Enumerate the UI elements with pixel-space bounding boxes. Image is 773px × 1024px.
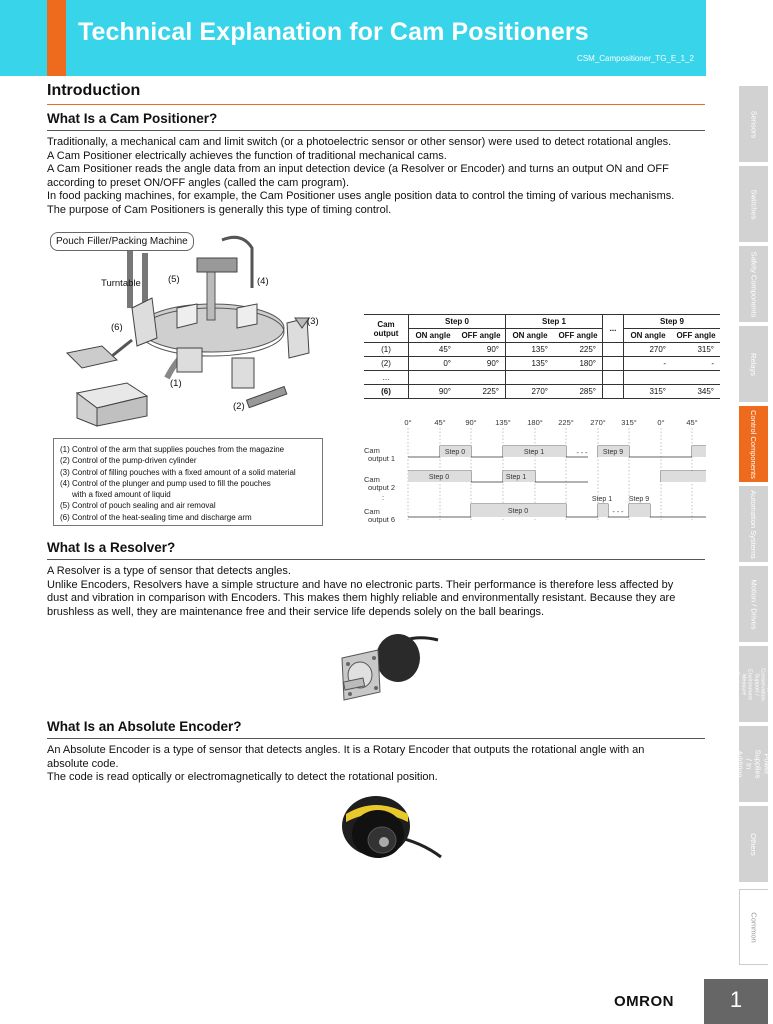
cam-paragraph xyxy=(47,136,707,217)
page-number-box xyxy=(704,979,768,1024)
tab-control-components[interactable] xyxy=(739,406,768,482)
callout-1: (1) xyxy=(170,378,182,389)
resolver-divider xyxy=(47,559,705,560)
encoder-line: The code is read optically or electromagnetically to detect the rotational position. xyxy=(47,771,438,783)
corner-header: Cam output xyxy=(364,315,409,343)
row-label: ... xyxy=(364,371,409,385)
cell: 45° xyxy=(409,343,458,357)
table-row xyxy=(364,343,720,357)
header-accent-bar xyxy=(47,0,66,76)
step1-header: Step 1 xyxy=(506,315,603,329)
tab-label: Automation Systems xyxy=(749,489,758,559)
row-label: (2) xyxy=(364,357,409,371)
angle-tick-315: 315° xyxy=(621,418,637,427)
timing-chart xyxy=(360,416,710,533)
intro-divider xyxy=(47,104,705,105)
o6-step0: Step 0 xyxy=(507,508,529,515)
cell xyxy=(624,371,673,385)
document-code: CSM_Campositioner_TG_E_1_2 xyxy=(577,54,694,63)
page-number: 1 xyxy=(729,987,743,1012)
cell: 225° xyxy=(554,343,603,357)
resolver-image xyxy=(330,628,440,708)
legend-item: (4) Control of the plunger and pump used to fill the pouches xyxy=(60,478,271,488)
figure-legend xyxy=(53,438,323,526)
resolver-heading: What Is a Resolver? xyxy=(47,540,176,555)
tab-label: Control Components xyxy=(749,409,759,479)
cam-line: according to preset ON/OFF angles (called the cam program). xyxy=(47,176,350,189)
header-banner xyxy=(0,0,706,76)
tab-automation-systems[interactable] xyxy=(739,486,768,562)
cell: 270° xyxy=(506,385,555,399)
tab-switches[interactable] xyxy=(739,166,768,242)
cell: 225° xyxy=(457,385,506,399)
off-angle-header: OFF angle xyxy=(457,329,506,343)
on-angle-header: ON angle xyxy=(506,329,555,343)
legend-item: (5) Control of pouch sealing and air removal xyxy=(60,501,216,511)
turntable-label: Turntable xyxy=(101,278,141,289)
row-label: (6) xyxy=(364,385,409,399)
table-row xyxy=(364,357,720,371)
o6-dashes: - - - xyxy=(612,509,624,516)
cell xyxy=(554,371,603,385)
o1-step9: Step 9 xyxy=(602,449,624,456)
row6-label-a: Cam xyxy=(364,507,380,516)
table-subheader-row xyxy=(364,329,720,343)
callout-5: (5) xyxy=(168,274,180,285)
callout-2: (2) xyxy=(233,401,245,412)
cam-line: Traditionally, a mechanical cam and limit switch (or a photoelectric sensor or other sensor) were used to detect rotational angles. xyxy=(47,136,672,148)
legend-item: (1) Control of the arm that supplies pouches from the magazine xyxy=(60,445,285,454)
angle-tick-0b: 0° xyxy=(657,418,665,427)
angle-tick-270: 270° xyxy=(590,418,606,427)
tab-relays[interactable] xyxy=(739,326,768,402)
machine-drawing xyxy=(47,228,337,428)
cam-heading: What Is a Cam Positioner? xyxy=(47,111,218,126)
encoder-paragraph xyxy=(47,744,707,785)
table-row xyxy=(364,385,720,399)
cam-line: The purpose of Cam Positioners is generally this type of timing control. xyxy=(47,203,392,216)
cell: 135° xyxy=(506,357,555,371)
cell: 180° xyxy=(554,357,603,371)
cell xyxy=(603,385,624,399)
omron-logo: OMRON xyxy=(614,993,674,1010)
o6-step9: Step 9 xyxy=(628,496,650,503)
ellipsis-header: ... xyxy=(603,315,624,343)
encoder-divider xyxy=(47,738,705,739)
legend-item: (6) Control of the heat-sealing time and discharge arm xyxy=(60,512,252,522)
on-angle-header: ON angle xyxy=(409,329,458,343)
angle-tick-45b: 45° xyxy=(686,418,698,427)
row-label: (1) xyxy=(364,343,409,357)
legend-item: (3) Control of filling pouches with a fixed amount of a solid material xyxy=(60,467,296,477)
cell: 135° xyxy=(506,343,555,357)
cell: 0° xyxy=(409,357,458,371)
resolver-paragraph xyxy=(47,565,707,619)
legend-item: with a fixed amount of liquid xyxy=(72,490,171,500)
step9-header: Step 9 xyxy=(624,315,721,329)
tab-sensors[interactable] xyxy=(739,86,768,162)
tab-safety-components[interactable] xyxy=(739,246,768,322)
cam-divider xyxy=(47,130,705,131)
row2-label-b: output 2 xyxy=(368,483,396,492)
cell: 270° xyxy=(624,343,673,357)
table-header-row xyxy=(364,315,720,329)
cell: 90° xyxy=(409,385,458,399)
encoder-heading: What Is an Absolute Encoder? xyxy=(47,719,242,734)
cam-program-table xyxy=(364,314,720,399)
angle-tick-45: 45° xyxy=(434,418,446,427)
off-angle-header: OFF angle xyxy=(554,329,603,343)
resolver-line: dust and vibration in comparison with Encoders. This makes them highly reliable and environmentally resistant. Because they are xyxy=(47,592,676,604)
cell: 90° xyxy=(457,343,506,357)
cell: 345° xyxy=(672,385,720,399)
legend-item: (2) Control of the pump-driven cylinder xyxy=(60,456,197,466)
packing-machine-illustration xyxy=(47,228,337,428)
tab-others[interactable] xyxy=(739,806,768,882)
cell xyxy=(409,371,458,385)
tab-label: Relays xyxy=(749,352,758,376)
o6-step1: Step 1 xyxy=(591,496,613,503)
row-vdots: : xyxy=(382,493,385,502)
o1-dashes: - - - xyxy=(576,450,588,457)
intro-heading: Introduction xyxy=(47,82,141,99)
callout-4: (4) xyxy=(257,276,269,287)
callout-6: (6) xyxy=(111,322,123,333)
cam-line: A Cam Positioner electrically achieves the function of traditional mechanical cams. xyxy=(47,149,447,162)
cam-line: A Cam Positioner reads the angle data from an input detection device (a Resolver or Encoder) and turns an output ON and OFF xyxy=(47,163,669,175)
tab-label: Safety Components xyxy=(749,251,758,317)
absolute-encoder-image xyxy=(326,792,446,872)
cell xyxy=(603,371,624,385)
cell: 315° xyxy=(672,343,720,357)
angle-ticks xyxy=(404,418,697,427)
encoder-line: absolute code. xyxy=(47,757,119,770)
resolver-line: Unlike Encoders, Resolvers have a simple structure and have no electronic parts. Their performance is therefore less affected by xyxy=(47,578,674,591)
row1-label-a: Cam xyxy=(364,446,380,455)
tab-label: Others xyxy=(748,832,758,856)
tab-label: Common xyxy=(749,911,759,943)
tab-label: Switches xyxy=(749,188,759,220)
angle-tick-135: 135° xyxy=(495,418,511,427)
resolver-line: brushless as well, they are maintenance free and their service life depends solely on the ball bearings. xyxy=(47,605,545,618)
tab-label: Power Supplies / In Addition xyxy=(735,749,772,779)
angle-tick-0: 0° xyxy=(404,418,412,427)
cell xyxy=(603,343,624,357)
encoder-line: An Absolute Encoder is a type of sensor that detects angles. It is a Rotary Encoder that outputs the rotational angle with an xyxy=(47,744,645,756)
tab-motion-drives[interactable] xyxy=(739,566,768,642)
row6-label-b: output 6 xyxy=(368,515,396,524)
o2-step0: Step 0 xyxy=(428,474,450,481)
tab-energy-conservation[interactable] xyxy=(734,646,773,722)
tab-power-supplies[interactable] xyxy=(735,726,772,802)
cell: - xyxy=(672,357,720,371)
row2-label-a: Cam xyxy=(364,475,380,484)
angle-tick-180: 180° xyxy=(527,418,543,427)
cell xyxy=(672,371,720,385)
cell: - xyxy=(624,357,673,371)
machine-label: Pouch Filler/Packing Machine xyxy=(50,232,194,251)
tab-label: Sensors xyxy=(748,110,758,138)
tab-common[interactable] xyxy=(739,889,768,965)
cam-line: In food packing machines, for example, the Cam Positioner uses angle position data to control the timing of various mechanisms. xyxy=(47,190,675,202)
row1-label-b: output 1 xyxy=(368,454,396,463)
timing-chart-svg xyxy=(360,416,710,528)
cell xyxy=(457,371,506,385)
cell: 90° xyxy=(457,357,506,371)
cell xyxy=(603,357,624,371)
o1-step1: Step 1 xyxy=(523,449,545,456)
step0-header: Step 0 xyxy=(409,315,506,329)
cell: 315° xyxy=(624,385,673,399)
o2-step1: Step 1 xyxy=(505,474,527,481)
off-angle-header: OFF angle xyxy=(672,329,720,343)
cell xyxy=(506,371,555,385)
tab-label: Energy Conservation Support / Environment Measure Equipment xyxy=(734,667,773,701)
o1-step0: Step 0 xyxy=(444,449,466,456)
cell: 285° xyxy=(554,385,603,399)
angle-tick-90: 90° xyxy=(465,418,477,427)
callout-3: (3) xyxy=(307,316,319,327)
tab-label: Motion / Drives xyxy=(749,578,759,630)
on-angle-header: ON angle xyxy=(624,329,673,343)
resolver-line: A Resolver is a type of sensor that detects angles. xyxy=(47,565,291,577)
page-title: Technical Explanation for Cam Positioners xyxy=(78,18,589,46)
table-row xyxy=(364,371,720,385)
angle-tick-225: 225° xyxy=(558,418,574,427)
